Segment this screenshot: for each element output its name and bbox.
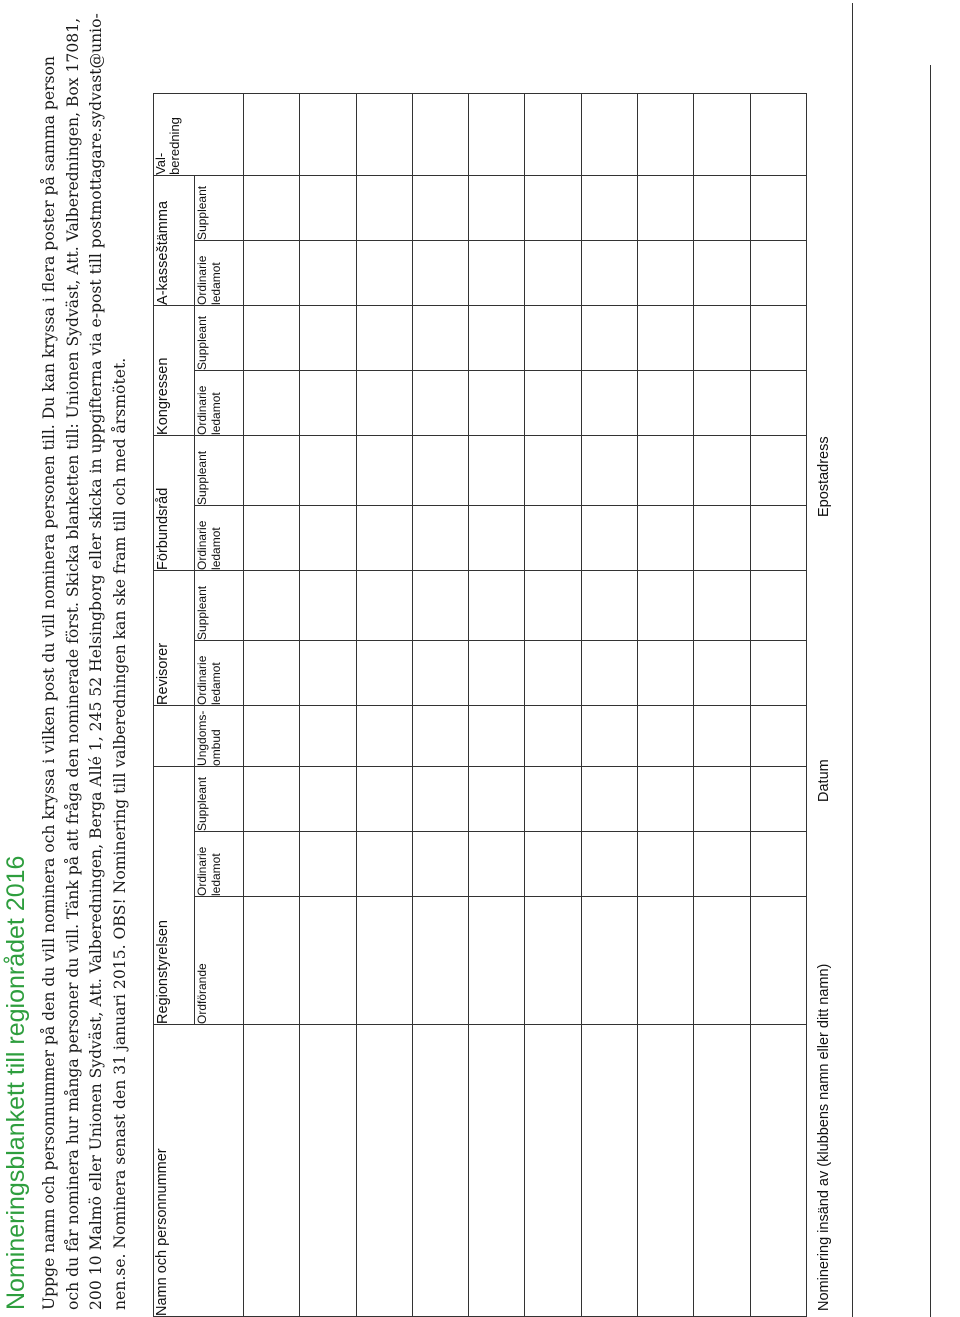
checkbox-cell[interactable] [356,305,412,370]
checkbox-cell[interactable] [412,705,468,766]
entry-row [300,93,356,1316]
checkbox-cell[interactable] [412,175,468,240]
sub-suppleant: Suppleant [195,570,244,640]
checkbox-cell[interactable] [581,766,637,831]
checkbox-cell[interactable] [244,305,300,370]
checkbox-cell[interactable] [300,570,356,640]
checkbox-cell[interactable] [750,897,806,1025]
form-title: Nomineringsblankett till regionrådet 2016 [2,855,30,1310]
checkbox-cell[interactable] [525,435,581,505]
checkbox-cell[interactable] [300,640,356,705]
checkbox-cell[interactable] [412,435,468,505]
checkbox-cell[interactable] [525,305,581,370]
checkbox-cell[interactable] [469,570,525,640]
group-valberedning: Val- beredning [154,93,244,175]
checkbox-cell[interactable] [469,897,525,1025]
checkbox-cell[interactable] [581,240,637,305]
checkbox-cell[interactable] [300,435,356,505]
name-cell[interactable] [694,1025,750,1317]
checkbox-cell[interactable] [694,897,750,1025]
group-empty [154,705,195,766]
checkbox-cell[interactable] [469,435,525,505]
checkbox-cell[interactable] [750,93,806,175]
checkbox-cell[interactable] [412,570,468,640]
checkbox-cell[interactable] [525,570,581,640]
checkbox-cell[interactable] [244,832,300,897]
checkbox-cell[interactable] [469,505,525,570]
checkbox-cell[interactable] [581,305,637,370]
intro-line: Uppge namn och personnummer på den du vill nominera och kryssa i vilken post du vill nominera personen till. Du kan kryssa i flera poster på samma person [40,56,58,1310]
checkbox-cell[interactable] [750,175,806,240]
intro-line: 200 10 Malmö eller Unionen Sydväst, Att. Valberedningen, Berga Allé 1, 245 52 Helsingborg eller skicka in uppgifterna via e-post till postmottagare.sydvast@unio- [87,13,106,1310]
checkbox-cell[interactable] [638,240,694,305]
checkbox-cell[interactable] [581,175,637,240]
sub-ordinarie: Ordinarie ledamot [195,832,244,897]
checkbox-cell[interactable] [244,370,300,435]
checkbox-cell[interactable] [525,832,581,897]
checkbox-cell[interactable] [750,570,806,640]
sub-ordforande: Ordförande [195,897,244,1025]
checkbox-cell[interactable] [469,370,525,435]
checkbox-cell[interactable] [581,640,637,705]
checkbox-cell[interactable] [469,175,525,240]
checkbox-cell[interactable] [638,766,694,831]
checkbox-cell[interactable] [581,93,637,175]
entry-row [356,93,412,1316]
checkbox-cell[interactable] [694,240,750,305]
name-cell[interactable] [469,1025,525,1317]
checkbox-cell[interactable] [525,175,581,240]
sub-ordinarie: Ordinarie ledamot [195,370,244,435]
name-column-header: Namn och personnummer [154,1025,244,1317]
checkbox-cell[interactable] [356,705,412,766]
checkbox-cell[interactable] [750,505,806,570]
sub-ordinarie: Ordinarie ledamot [195,505,244,570]
checkbox-cell[interactable] [300,240,356,305]
checkbox-cell[interactable] [356,766,412,831]
checkbox-cell[interactable] [244,570,300,640]
intro-line: och du får nominera hur många personer du vill. Tänk på att fråga den nominerade först. Skicka blanketten till: Unionen Sydväst, Att. Valberedningen, Box 17081, [63,17,82,1310]
checkbox-cell[interactable] [244,93,300,175]
checkbox-cell[interactable] [356,570,412,640]
checkbox-cell[interactable] [469,705,525,766]
intro-text [38,10,132,1310]
sub-ungdomsombud: Ungdoms- ombud [195,705,244,766]
checkbox-cell[interactable] [356,505,412,570]
checkbox-cell[interactable] [356,640,412,705]
checkbox-cell[interactable] [525,505,581,570]
checkbox-cell[interactable] [525,705,581,766]
checkbox-cell[interactable] [300,897,356,1025]
checkbox-cell[interactable] [525,897,581,1025]
footer [810,0,960,1317]
checkbox-cell[interactable] [300,93,356,175]
name-cell[interactable] [300,1025,356,1317]
checkbox-cell[interactable] [412,640,468,705]
checkbox-cell[interactable] [300,175,356,240]
entry-row [638,93,694,1316]
sub-ordinarie: Ordinarie ledamot [195,240,244,305]
checkbox-cell[interactable] [244,505,300,570]
checkbox-cell[interactable] [694,832,750,897]
checkbox-cell[interactable] [638,705,694,766]
checkbox-cell[interactable] [356,240,412,305]
sub-suppleant: Suppleant [195,435,244,505]
checkbox-cell[interactable] [581,435,637,505]
name-cell[interactable] [581,1025,637,1317]
checkbox-cell[interactable] [525,640,581,705]
checkbox-cell[interactable] [525,370,581,435]
checkbox-cell[interactable] [412,505,468,570]
footer-label-sender: Nominering insänd av (klubbens namn eller ditt namn) [816,963,832,1311]
entry-row [469,93,525,1316]
checkbox-cell[interactable] [525,93,581,175]
checkbox-cell[interactable] [750,705,806,766]
checkbox-cell[interactable] [244,705,300,766]
checkbox-cell[interactable] [638,505,694,570]
intro-line: nen.se. Nominera senast den 31 januari 2015. OBS! Nominering till valberedningen kan ske fram till och med årsmötet. [110,357,129,1310]
checkbox-cell[interactable] [469,640,525,705]
group-a-kassestamma: A-kasseštämma [154,175,195,305]
footer-label-date: Datum [816,759,832,802]
checkbox-cell[interactable] [694,175,750,240]
checkbox-cell[interactable] [638,175,694,240]
checkbox-cell[interactable] [525,240,581,305]
name-cell[interactable] [412,1025,468,1317]
group-revisorer: Revisorer [154,570,195,705]
checkbox-cell[interactable] [356,435,412,505]
checkbox-cell[interactable] [694,705,750,766]
checkbox-cell[interactable] [638,305,694,370]
name-cell[interactable] [244,1025,300,1317]
checkbox-cell[interactable] [412,370,468,435]
group-kongressen: Kongressen [154,305,195,435]
checkbox-cell[interactable] [356,93,412,175]
entry-row [694,93,750,1316]
checkbox-cell[interactable] [638,897,694,1025]
checkbox-cell[interactable] [638,832,694,897]
group-forbundsrad: Förbundsråd [154,435,195,570]
checkbox-cell[interactable] [469,305,525,370]
checkbox-cell[interactable] [638,370,694,435]
checkbox-cell[interactable] [300,370,356,435]
checkbox-cell[interactable] [300,305,356,370]
entry-row [525,93,581,1316]
group-regionstyrelsen: Regionstyrelsen [154,766,195,1024]
checkbox-cell[interactable] [694,570,750,640]
checkbox-cell[interactable] [300,832,356,897]
checkbox-cell[interactable] [694,93,750,175]
sender-write-line[interactable] [930,65,931,1317]
checkbox-cell[interactable] [244,435,300,505]
checkbox-cell[interactable] [412,93,468,175]
checkbox-cell[interactable] [694,305,750,370]
checkbox-cell[interactable] [244,766,300,831]
checkbox-cell[interactable] [750,435,806,505]
checkbox-cell[interactable] [469,240,525,305]
name-cell[interactable] [525,1025,581,1317]
footer-label-email: Epostadress [816,436,832,517]
checkbox-cell[interactable] [750,305,806,370]
checkbox-cell[interactable] [750,640,806,705]
entry-row [244,93,300,1316]
checkbox-cell[interactable] [412,832,468,897]
sub-suppleant: Suppleant [195,175,244,240]
checkbox-cell[interactable] [638,93,694,175]
checkbox-cell[interactable] [750,370,806,435]
checkbox-cell[interactable] [694,370,750,435]
checkbox-cell[interactable] [244,175,300,240]
sub-suppleant: Suppleant [195,305,244,370]
checkbox-cell[interactable] [581,897,637,1025]
checkbox-cell[interactable] [244,640,300,705]
name-cell[interactable] [356,1025,412,1317]
checkbox-cell[interactable] [750,832,806,897]
checkbox-cell[interactable] [300,705,356,766]
checkbox-cell[interactable] [300,505,356,570]
checkbox-cell[interactable] [469,832,525,897]
name-cell[interactable] [750,1025,806,1317]
footer-rule [852,3,853,1317]
checkbox-cell[interactable] [750,240,806,305]
entry-row [412,93,468,1316]
entry-row [581,93,637,1316]
checkbox-cell[interactable] [581,832,637,897]
checkbox-cell[interactable] [694,640,750,705]
checkbox-cell[interactable] [694,766,750,831]
checkbox-cell[interactable] [244,240,300,305]
checkbox-cell[interactable] [356,897,412,1025]
checkbox-cell[interactable] [750,766,806,831]
name-cell[interactable] [638,1025,694,1317]
checkbox-cell[interactable] [300,766,356,831]
checkbox-cell[interactable] [581,370,637,435]
checkbox-cell[interactable] [638,570,694,640]
checkbox-cell[interactable] [356,370,412,435]
sub-suppleant: Suppleant [195,766,244,831]
checkbox-cell[interactable] [581,505,637,570]
checkbox-cell[interactable] [244,897,300,1025]
checkbox-cell[interactable] [694,505,750,570]
checkbox-cell[interactable] [356,832,412,897]
checkbox-cell[interactable] [638,640,694,705]
checkbox-cell[interactable] [694,435,750,505]
checkbox-cell[interactable] [581,570,637,640]
entry-row [750,93,806,1316]
checkbox-cell[interactable] [412,766,468,831]
checkbox-cell[interactable] [356,175,412,240]
checkbox-cell[interactable] [412,240,468,305]
sub-ordinarie: Ordinarie ledamot [195,640,244,705]
checkbox-cell[interactable] [638,435,694,505]
nomination-table [153,93,807,1317]
checkbox-cell[interactable] [581,705,637,766]
checkbox-cell[interactable] [525,766,581,831]
checkbox-cell[interactable] [412,897,468,1025]
checkbox-cell[interactable] [412,305,468,370]
checkbox-cell[interactable] [469,93,525,175]
checkbox-cell[interactable] [469,766,525,831]
